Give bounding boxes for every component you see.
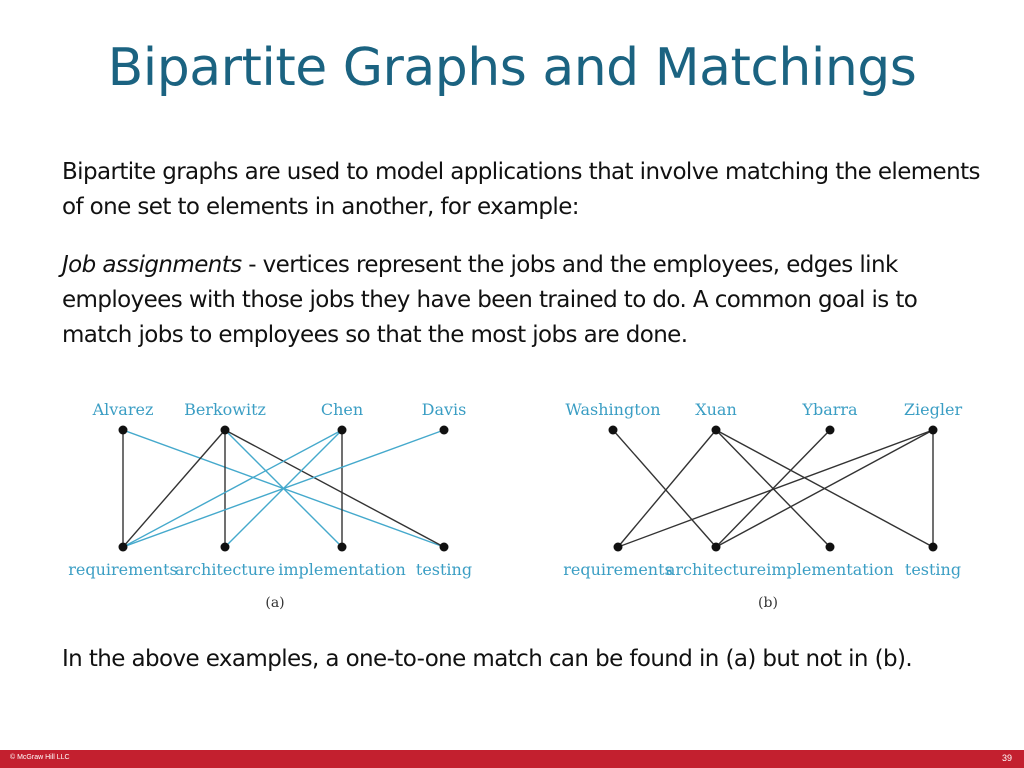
- graph-b-vertex-implementation: [826, 543, 835, 552]
- graph-a-vertex-chen: [338, 426, 347, 435]
- bipartite-graph-b: [548, 385, 978, 615]
- graph-a-label-berkowitz: Berkowitz: [184, 400, 266, 419]
- graph-a-vertex-architecture: [221, 543, 230, 552]
- graph-a-vertex-requirements: [119, 543, 128, 552]
- graph-b-label-architecture: architecture: [665, 560, 767, 579]
- graph-b-vertex-ziegler: [929, 426, 938, 435]
- graph-a-vertex-testing: [440, 543, 449, 552]
- graph-b-vertex-requirements: [614, 543, 623, 552]
- slide-title: Bipartite Graphs and Matchings: [107, 38, 917, 98]
- job-assignments-text: - vertices represent the jobs and the employees, edges link employees with those jobs they have been trained to do. A common goal is to match jobs to employees so that the most jobs are done.: [62, 252, 918, 348]
- graph-b-label-xuan: Xuan: [695, 400, 737, 419]
- graph-a-label-chen: Chen: [320, 400, 364, 419]
- graph-a-vertex-davis: [440, 426, 449, 435]
- graph-b-label-testing: testing: [904, 560, 962, 579]
- graph-a-vertex-implementation: [338, 543, 347, 552]
- graph-a-caption: (a): [265, 595, 285, 611]
- graph-b-vertex-xuan: [712, 426, 721, 435]
- graph-b-label-washington: Washington: [565, 400, 661, 419]
- graph-a-label-implementation: implementation: [278, 560, 406, 579]
- graph-b-label-requirements: requirements: [563, 560, 673, 579]
- graph-b-label-ybarra: Ybarra: [802, 400, 858, 419]
- graph-a-label-architecture: architecture: [174, 560, 276, 579]
- graph-a-edge-chen-requirements: [123, 430, 342, 547]
- graph-a-edge-berkowitz-requirements: [123, 430, 225, 547]
- job-assignments-paragraph: [62, 248, 992, 353]
- page-number: 39: [1001, 753, 1012, 763]
- graph-b-label-ziegler: Ziegler: [903, 400, 963, 419]
- graph-a-label-testing: testing: [415, 560, 473, 579]
- graph-b-vertex-architecture: [712, 543, 721, 552]
- graph-a-label-davis: Davis: [421, 400, 467, 419]
- intro-paragraph: Bipartite graphs are used to model applications that involve matching the elements of one set to elements in another, for example:: [62, 159, 980, 220]
- footer-bar: [0, 750, 1024, 768]
- graph-a-vertex-berkowitz: [221, 426, 230, 435]
- graph-a-label-requirements: requirements: [68, 560, 178, 579]
- graph-b-vertex-testing: [929, 543, 938, 552]
- conclusion-paragraph: In the above examples, a one-to-one match can be found in (a) but not in (b).: [62, 646, 913, 672]
- graph-b-vertex-washington: [609, 426, 618, 435]
- graph-a-vertex-alvarez: [119, 426, 128, 435]
- graph-b-caption: (b): [758, 595, 778, 611]
- graph-b-vertex-ybarra: [826, 426, 835, 435]
- bipartite-graph-a: [55, 385, 485, 615]
- graph-a-edge-berkowitz-testing: [225, 430, 444, 547]
- copyright-text: © McGraw Hill LLC: [10, 754, 70, 761]
- graph-b-label-implementation: implementation: [766, 560, 894, 579]
- job-assignments-term: Job assignments: [62, 252, 242, 278]
- graph-a-label-alvarez: Alvarez: [92, 400, 154, 419]
